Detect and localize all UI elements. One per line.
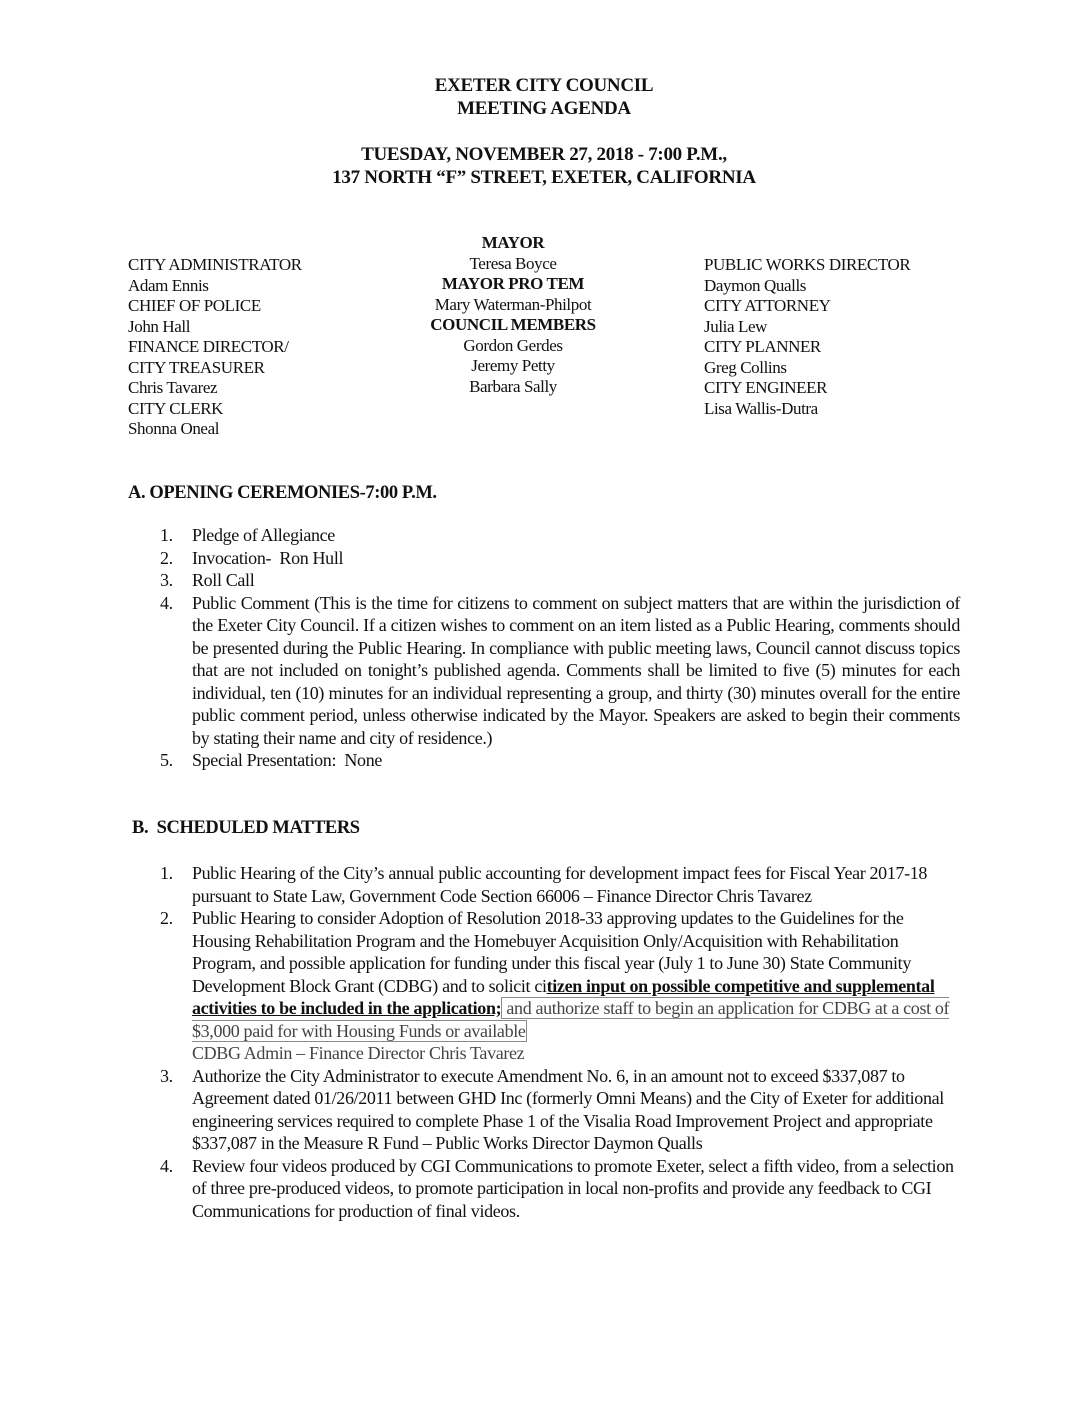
staff-role: FINANCE DIRECTOR/ xyxy=(128,337,289,356)
agenda-item xyxy=(160,569,960,592)
agenda-item xyxy=(160,749,960,772)
item-number: 2. xyxy=(160,908,173,928)
item-number: 1. xyxy=(160,525,173,545)
item-number: 3. xyxy=(160,570,173,590)
agenda-item xyxy=(160,524,960,547)
item-text: Invocation- Ron Hull xyxy=(192,547,344,568)
item-text: Public Comment (This is the time for citizens to comment on subject matters that are within the jurisdiction of the Exeter City Council. If a citizen wishes to comment on an item listed as a Public Hearing, comments should be presented during the Public Hearing. In compliance with public meeting laws, Council cannot discuss topics that are not included on tonight’s published agenda. Comments shall be limited to five (5) minutes for each individual, ten (10) minutes for an individual representing a group, and thirty (30) minutes overall for the entire public comment period, unless otherwise indicated by the Mayor. Speakers are asked to begin their comments by stating their name and city of residence.) xyxy=(192,592,960,748)
staff-role: CITY PLANNER xyxy=(704,337,821,356)
item-text-tail: CDBG Admin – Finance Director Chris Tavarez xyxy=(192,1043,525,1063)
staff-name: Greg Collins xyxy=(704,357,787,377)
agenda-item xyxy=(160,547,960,570)
meeting-date: TUESDAY, NOVEMBER 27, 2018 - 7:00 P.M., xyxy=(361,144,727,165)
item-text: Public Hearing of the City’s annual public accounting for development impact fees for Fiscal Year 2017-18 pursuant to State Law, Government Code Section 66006 – Finance Director Chris Tavarez xyxy=(192,863,928,906)
staff-role: PUBLIC WORKS DIRECTOR xyxy=(704,255,911,274)
council-name: Jeremy Petty xyxy=(471,356,555,375)
scheduled-matters-list xyxy=(160,862,960,1222)
staff-name: John Hall xyxy=(128,316,191,336)
staff-name: Adam Ennis xyxy=(128,275,209,295)
revision-annotation: and authorize staff to begin an application for CDBG at a cost of $3,000 paid for with Housing Funds or available xyxy=(192,998,950,1041)
council-role: MAYOR xyxy=(481,233,545,252)
staff-role: CHIEF OF POLICE xyxy=(128,296,261,315)
item-text: Special Presentation: None xyxy=(192,750,383,770)
item-number: 4. xyxy=(160,1155,173,1176)
item-number: 2. xyxy=(160,547,173,568)
council-role: MAYOR PRO TEM xyxy=(441,274,585,293)
item-number: 1. xyxy=(160,863,173,883)
council-name: Gordon Gerdes xyxy=(463,335,563,355)
meeting-info xyxy=(0,143,1088,189)
section-b-heading: B. SCHEDULED MATTERS xyxy=(132,818,360,838)
staff-name: Julia Lew xyxy=(704,316,767,336)
staff-name: Daymon Qualls xyxy=(704,275,806,295)
inserted-text: tizen input on possible competitive and supplemental activities to be included in the application; xyxy=(192,975,935,1018)
section-a-heading: A. OPENING CEREMONIES-7:00 P.M. xyxy=(128,483,437,503)
staff-role: CITY ENGINEER xyxy=(704,378,828,397)
item-text: Authorize the City Administrator to execute Amendment No. 6, in an amount not to exceed $337,087 to Agreement dated 01/26/2011 between GHD Inc (formerly Omni Means) and the City of Exeter for additional engineering services required to complete Phase 1 of the Visalia Road Improvement Project and appropriate $337,087 in the Measure R Fund – Public Works Director Daymon Qualls xyxy=(192,1065,944,1153)
item-text: Pledge of Allegiance xyxy=(192,525,335,545)
item-text: Roll Call xyxy=(192,570,255,590)
document-title: MEETING AGENDA xyxy=(457,98,631,119)
staff-name: Lisa Wallis-Dutra xyxy=(704,398,818,418)
staff-role: CITY TREASURER xyxy=(128,357,265,377)
council-role: COUNCIL MEMBERS xyxy=(430,315,596,334)
staff-directory xyxy=(128,233,968,443)
agenda-item xyxy=(160,1155,960,1223)
opening-ceremonies-list xyxy=(160,524,960,772)
council-name: EXETER CITY COUNCIL xyxy=(434,75,654,96)
agenda-item xyxy=(160,592,960,750)
agenda-title xyxy=(0,74,1088,120)
staff-column-left xyxy=(128,255,302,440)
council-name: Teresa Boyce xyxy=(469,253,557,273)
council-column xyxy=(388,233,638,397)
staff-role: CITY ATTORNEY xyxy=(704,296,831,315)
item-number: 5. xyxy=(160,750,173,770)
staff-role: CITY ADMINISTRATOR xyxy=(128,255,302,274)
agenda-item xyxy=(160,907,960,1065)
council-name: Barbara Sally xyxy=(469,376,557,396)
item-number: 3. xyxy=(160,1065,173,1086)
agenda-item xyxy=(160,1065,960,1155)
staff-role: CITY CLERK xyxy=(128,398,224,418)
meeting-location: 137 NORTH “F” STREET, EXETER, CALIFORNIA xyxy=(332,167,756,188)
council-name: Mary Waterman-Philpot xyxy=(434,294,592,314)
item-text: Review four videos produced by CGI Communications to promote Exeter, select a fifth video, from a selection of three pre-produced videos, to promote participation in local non-profits and provide any feedback to CGI Communications for production of final videos. xyxy=(192,1155,954,1221)
staff-name: Shonna Oneal xyxy=(128,419,220,438)
staff-name: Chris Tavarez xyxy=(128,378,218,397)
agenda-item xyxy=(160,862,960,907)
staff-column-right xyxy=(704,255,910,419)
item-text: Public Hearing to consider Adoption of Resolution 2018-33 approving updates to the Guidelines for the Housing Rehabilitation Program and the Homebuyer Acquisition Only/Acquisition with Rehabilitation Program, and possible application for funding under this fiscal year (July 1 to June 30) State Community Development Block Grant (CDBG) and to solicit ci xyxy=(192,908,911,996)
item-number: 4. xyxy=(160,592,173,613)
